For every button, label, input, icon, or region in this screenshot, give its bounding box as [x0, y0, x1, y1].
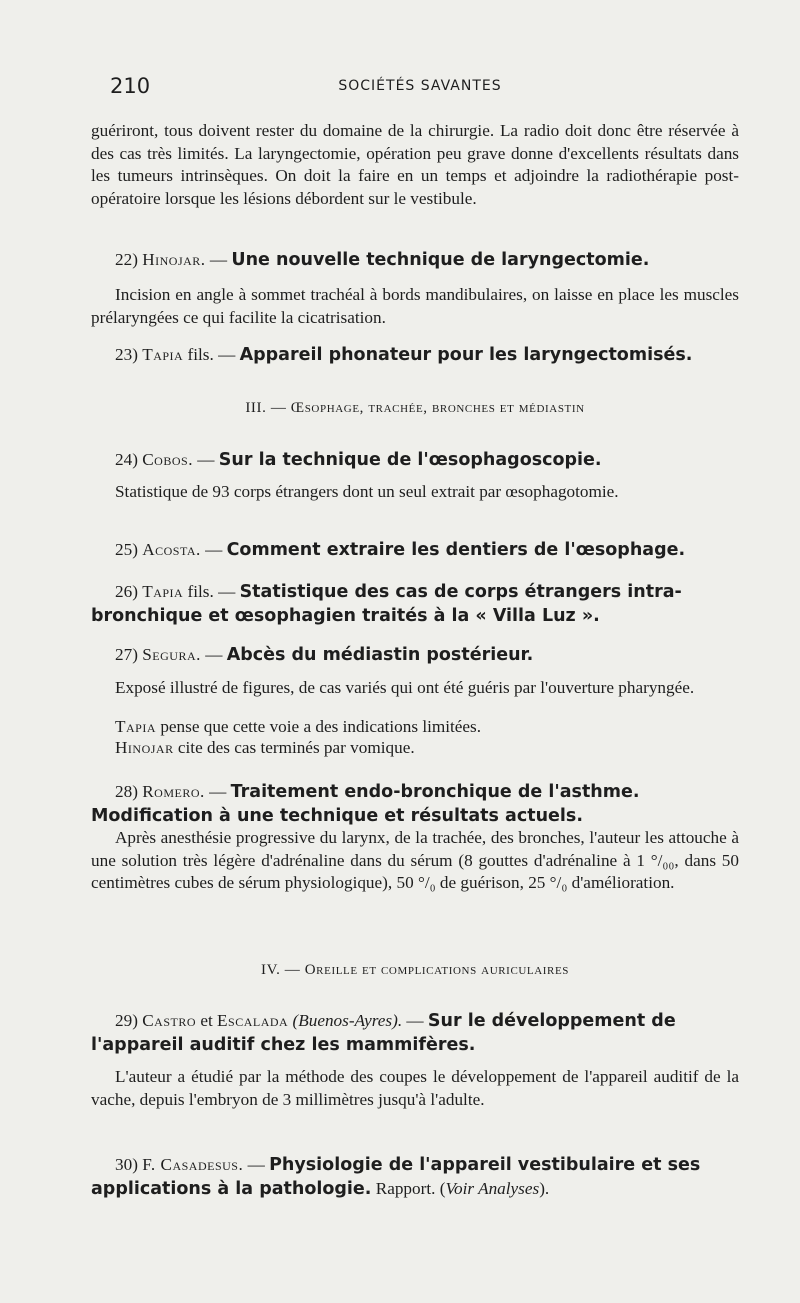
entry-author: Acosta. [142, 540, 201, 559]
section-heading-4 [91, 962, 739, 979]
entry-number: 30) [115, 1155, 138, 1174]
section-number: IV. [260, 962, 281, 978]
paragraph-27c [91, 737, 739, 760]
entry-tail-italic: Voir Analyses [445, 1179, 540, 1198]
entry-dash: — [247, 1155, 265, 1174]
entry-22 [91, 248, 739, 272]
section-number: III. [245, 400, 267, 416]
paragraph-24: Statistique de 93 corps étrangers dont un seul extrait par œsophagotomie. [115, 482, 619, 501]
entry-title: Comment extraire les dentiers de l'œsophage. [226, 540, 686, 560]
entry-23 [91, 343, 739, 367]
page-number: 210 [110, 74, 151, 98]
paragraph-intro: guériront, tous doivent rester du domaine de la chirurgie. La radio doit donc être réservée à des cas très limités. La laryngectomie, opération peu grave donne d'excellents résultats dans les tumeurs intrinsèques. On doit la faire en un temps et adjoindre la radiothérapie post-opératoire lorsque les lésions débordent sur le vestibule. [91, 121, 739, 208]
entry-dash: — [205, 540, 223, 559]
entry-title: Traitement endo-bronchique de l'asthme. Modification à une technique et résultats actuels. [91, 782, 640, 826]
entry-dash: — [205, 645, 223, 664]
paragraph-author: Hinojar [115, 738, 174, 757]
entry-number: 27) [115, 645, 138, 664]
section-title: Oreille et complications auriculaires [304, 962, 570, 978]
paragraph-29: L'auteur a étudié par la méthode des coupes le développement de l'appareil auditif de la vache, depuis l'embryon de 3 millimètres jusqu'à l'adulte. [91, 1067, 739, 1109]
entry-dash: — [197, 450, 215, 469]
paragraph-text: pense que cette voie a des indications limitées. [156, 717, 482, 736]
entry-28 [91, 780, 739, 828]
entry-author: Hinojar. [142, 250, 206, 269]
entry-dash: — [218, 582, 236, 601]
entry-number: 25) [115, 540, 138, 559]
page-header [110, 74, 730, 100]
paragraph-22: Incision en angle à sommet trachéal à bords mandibulaires, on laisse en place les muscles prélaryngées ce qui facilite la cicatrisation. [91, 285, 739, 327]
paragraph-27b [91, 716, 739, 739]
entry-dash: — [209, 250, 228, 269]
entry-author: Tapia [142, 345, 184, 364]
entry-dash: — [209, 782, 227, 801]
entry-conjunction: et [196, 1011, 218, 1030]
entry-tail-end: ). [539, 1179, 550, 1198]
entry-number: 28) [115, 782, 138, 801]
entry-27 [91, 643, 739, 667]
entry-author-suffix: fils. [187, 345, 214, 364]
entry-title: Sur le développement de l'appareil auditif chez les mammifères. [91, 1011, 676, 1055]
paragraph-text: cite des cas terminés par vomique. [173, 738, 415, 757]
entry-place: (Buenos-Ayres). [292, 1011, 403, 1030]
entry-number: 24) [115, 450, 138, 469]
entry-title: Sur la technique de l'œsophagoscopie. [218, 450, 602, 470]
paragraph-author: Tapia [115, 717, 157, 736]
section-dash: — [270, 400, 287, 416]
entry-author: Cobos. [142, 450, 193, 469]
entry-number: 22) [115, 250, 138, 269]
section-heading-3 [91, 400, 739, 417]
entry-29 [91, 1009, 739, 1057]
entry-title: Statistique des cas de corps étrangers intra-bronchique et œsophagien traités à la « Villa Luz ». [91, 582, 682, 626]
entry-title: Appareil phonateur pour les laryngectomisés. [239, 345, 693, 365]
entry-author: Segura. [142, 645, 201, 664]
entry-author: Romero. [142, 782, 205, 801]
section-dash: — [284, 962, 301, 978]
entry-author: Tapia [142, 582, 184, 601]
entry-title: Physiologie de l'appareil vestibulaire et ses applications à la pathologie. [91, 1155, 701, 1199]
entry-number: 23) [115, 345, 138, 364]
section-title: Œsophage, trachée, bronches et médiastin [290, 400, 585, 416]
entry-24 [91, 448, 739, 472]
entry-number: 29) [115, 1011, 138, 1030]
entry-author-suffix: fils. [187, 582, 214, 601]
entry-number: 26) [115, 582, 138, 601]
entry-tail: Rapport. ( [371, 1179, 446, 1198]
entry-26 [91, 580, 739, 628]
paragraph-27a: Exposé illustré de figures, de cas variés qui ont été guéris par l'ouverture pharyngée. [115, 678, 695, 697]
paragraph-28: Après anesthésie progressive du larynx, de la trachée, des bronches, l'auteur les attouche à une solution très légère d'adrénaline dans du sérum (8 gouttes d'adrénaline à 1 °/₀₀, dans 50 centimètres cubes de sérum physiologique), 50 °/₀ de guérison, 25 °/₀ d'amélioration. [91, 828, 739, 892]
entry-25 [91, 538, 739, 562]
entry-title: Abcès du médiastin postérieur. [226, 645, 534, 665]
entry-dash: — [218, 345, 236, 364]
entry-author: F. Casadesus. [142, 1155, 244, 1174]
running-head: SOCIÉTÉS SAVANTES [338, 78, 502, 94]
entry-author-1: Castro [142, 1011, 197, 1030]
entry-author-2: Escalada [217, 1011, 289, 1030]
entry-title: Une nouvelle technique de laryngectomie. [231, 250, 650, 270]
entry-30 [91, 1153, 739, 1201]
entry-dash: — [406, 1011, 424, 1030]
